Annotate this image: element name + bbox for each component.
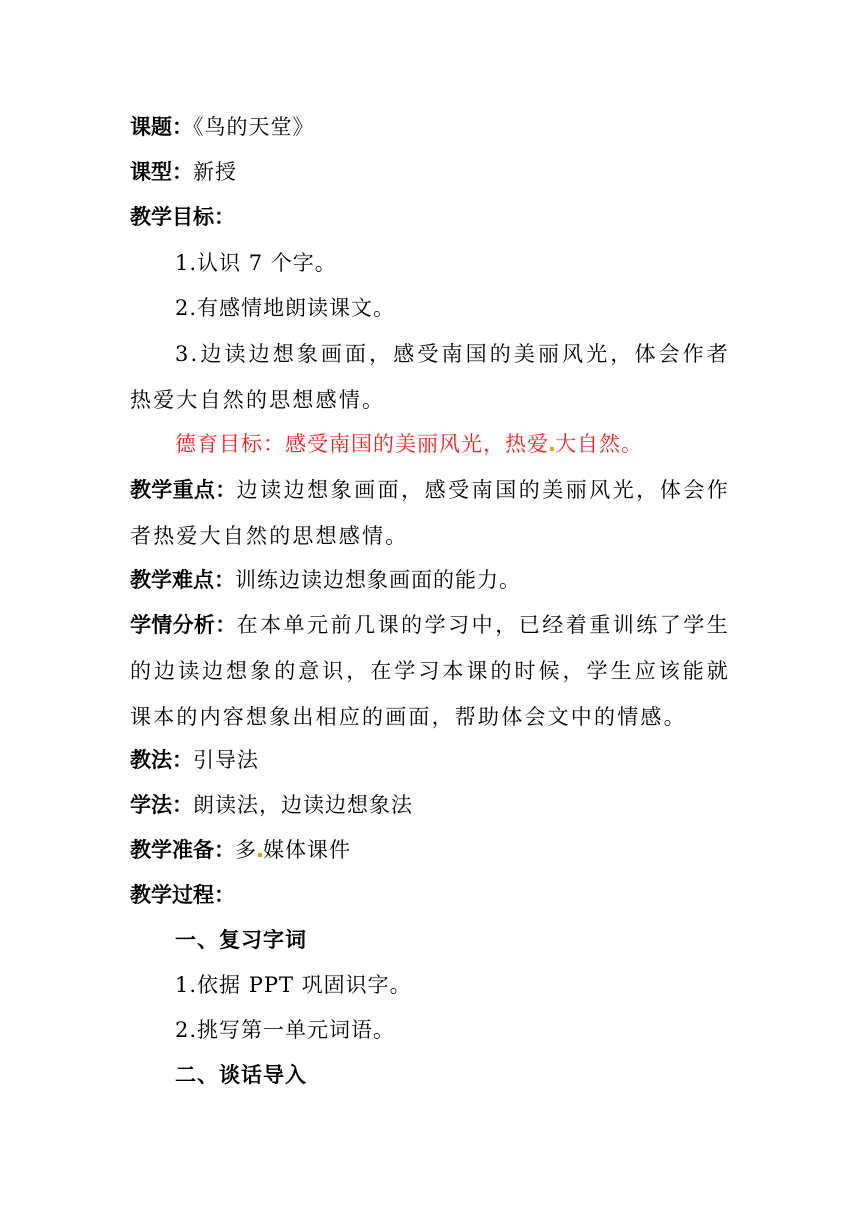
lesson-title-value: 《鸟的天堂》 xyxy=(193,115,315,139)
difficulty-label: 教学难点： xyxy=(130,568,235,592)
objective-item: 2.有感情地朗读课文。 xyxy=(175,296,396,320)
moral-goal-text-a: 德育目标：感受南国的美丽风光，热爱 xyxy=(175,432,549,456)
preparation-line xyxy=(130,827,740,873)
objectives-heading-line xyxy=(130,194,740,240)
objective-item: 1.认识 7 个字。 xyxy=(175,251,337,275)
moral-goal-line xyxy=(175,421,740,467)
key-points-label: 教学重点： xyxy=(130,478,237,502)
teaching-method-line xyxy=(130,737,740,783)
objective-item: 3.边读边想象画面，感受南国的美丽风光，体会作者热爱大自然的思想感情。 xyxy=(130,342,730,412)
key-points-value: 边读边想象画面，感受南国的美丽风光，体会作者热爱大自然的思想感情。 xyxy=(130,478,730,548)
analysis-label: 学情分析： xyxy=(130,613,237,637)
preparation-value-a: 多 xyxy=(235,838,257,862)
lesson-type-line xyxy=(130,149,740,195)
section-2-heading: 二、谈话导入 xyxy=(175,1063,307,1087)
learning-method-label: 学法： xyxy=(130,793,193,817)
analysis-paragraph xyxy=(130,602,730,740)
analysis-value: 在本单元前几课的学习中，已经着重训练了学生的边读边想象的意识，在学习本课的时候，学生应该能就课本的内容想象出相应的画面，帮助体会文中的情感。 xyxy=(130,613,730,729)
edit-mark-icon xyxy=(258,853,262,857)
lesson-title-label: 课题： xyxy=(130,115,193,139)
preparation-label: 教学准备： xyxy=(130,838,235,862)
key-points-paragraph xyxy=(130,467,730,559)
teaching-method-value: 引导法 xyxy=(193,748,259,772)
lesson-type-value: 新授 xyxy=(193,160,237,184)
moral-goal-text-b: 大自然。 xyxy=(555,432,643,456)
objectives-label: 教学目标： xyxy=(130,205,235,229)
process-heading-line xyxy=(130,872,740,918)
lesson-title-line xyxy=(130,104,740,150)
lesson-type-label: 课型： xyxy=(130,160,193,184)
preparation-value-b: 媒体课件 xyxy=(263,838,351,862)
section-1-item: 1.依据 PPT 巩固识字。 xyxy=(175,973,412,997)
section-1-heading: 一、复习字词 xyxy=(175,928,307,952)
process-label: 教学过程： xyxy=(130,883,235,907)
learning-method-line xyxy=(130,782,740,828)
learning-method-value: 朗读法，边读边想象法 xyxy=(193,793,413,817)
difficulty-line xyxy=(130,557,740,603)
teaching-method-label: 教法： xyxy=(130,748,193,772)
difficulty-value: 训练边读边想象画面的能力。 xyxy=(235,568,521,592)
edit-mark-icon xyxy=(550,447,554,451)
section-1-item: 2.挑写第一单元词语。 xyxy=(175,1018,396,1042)
